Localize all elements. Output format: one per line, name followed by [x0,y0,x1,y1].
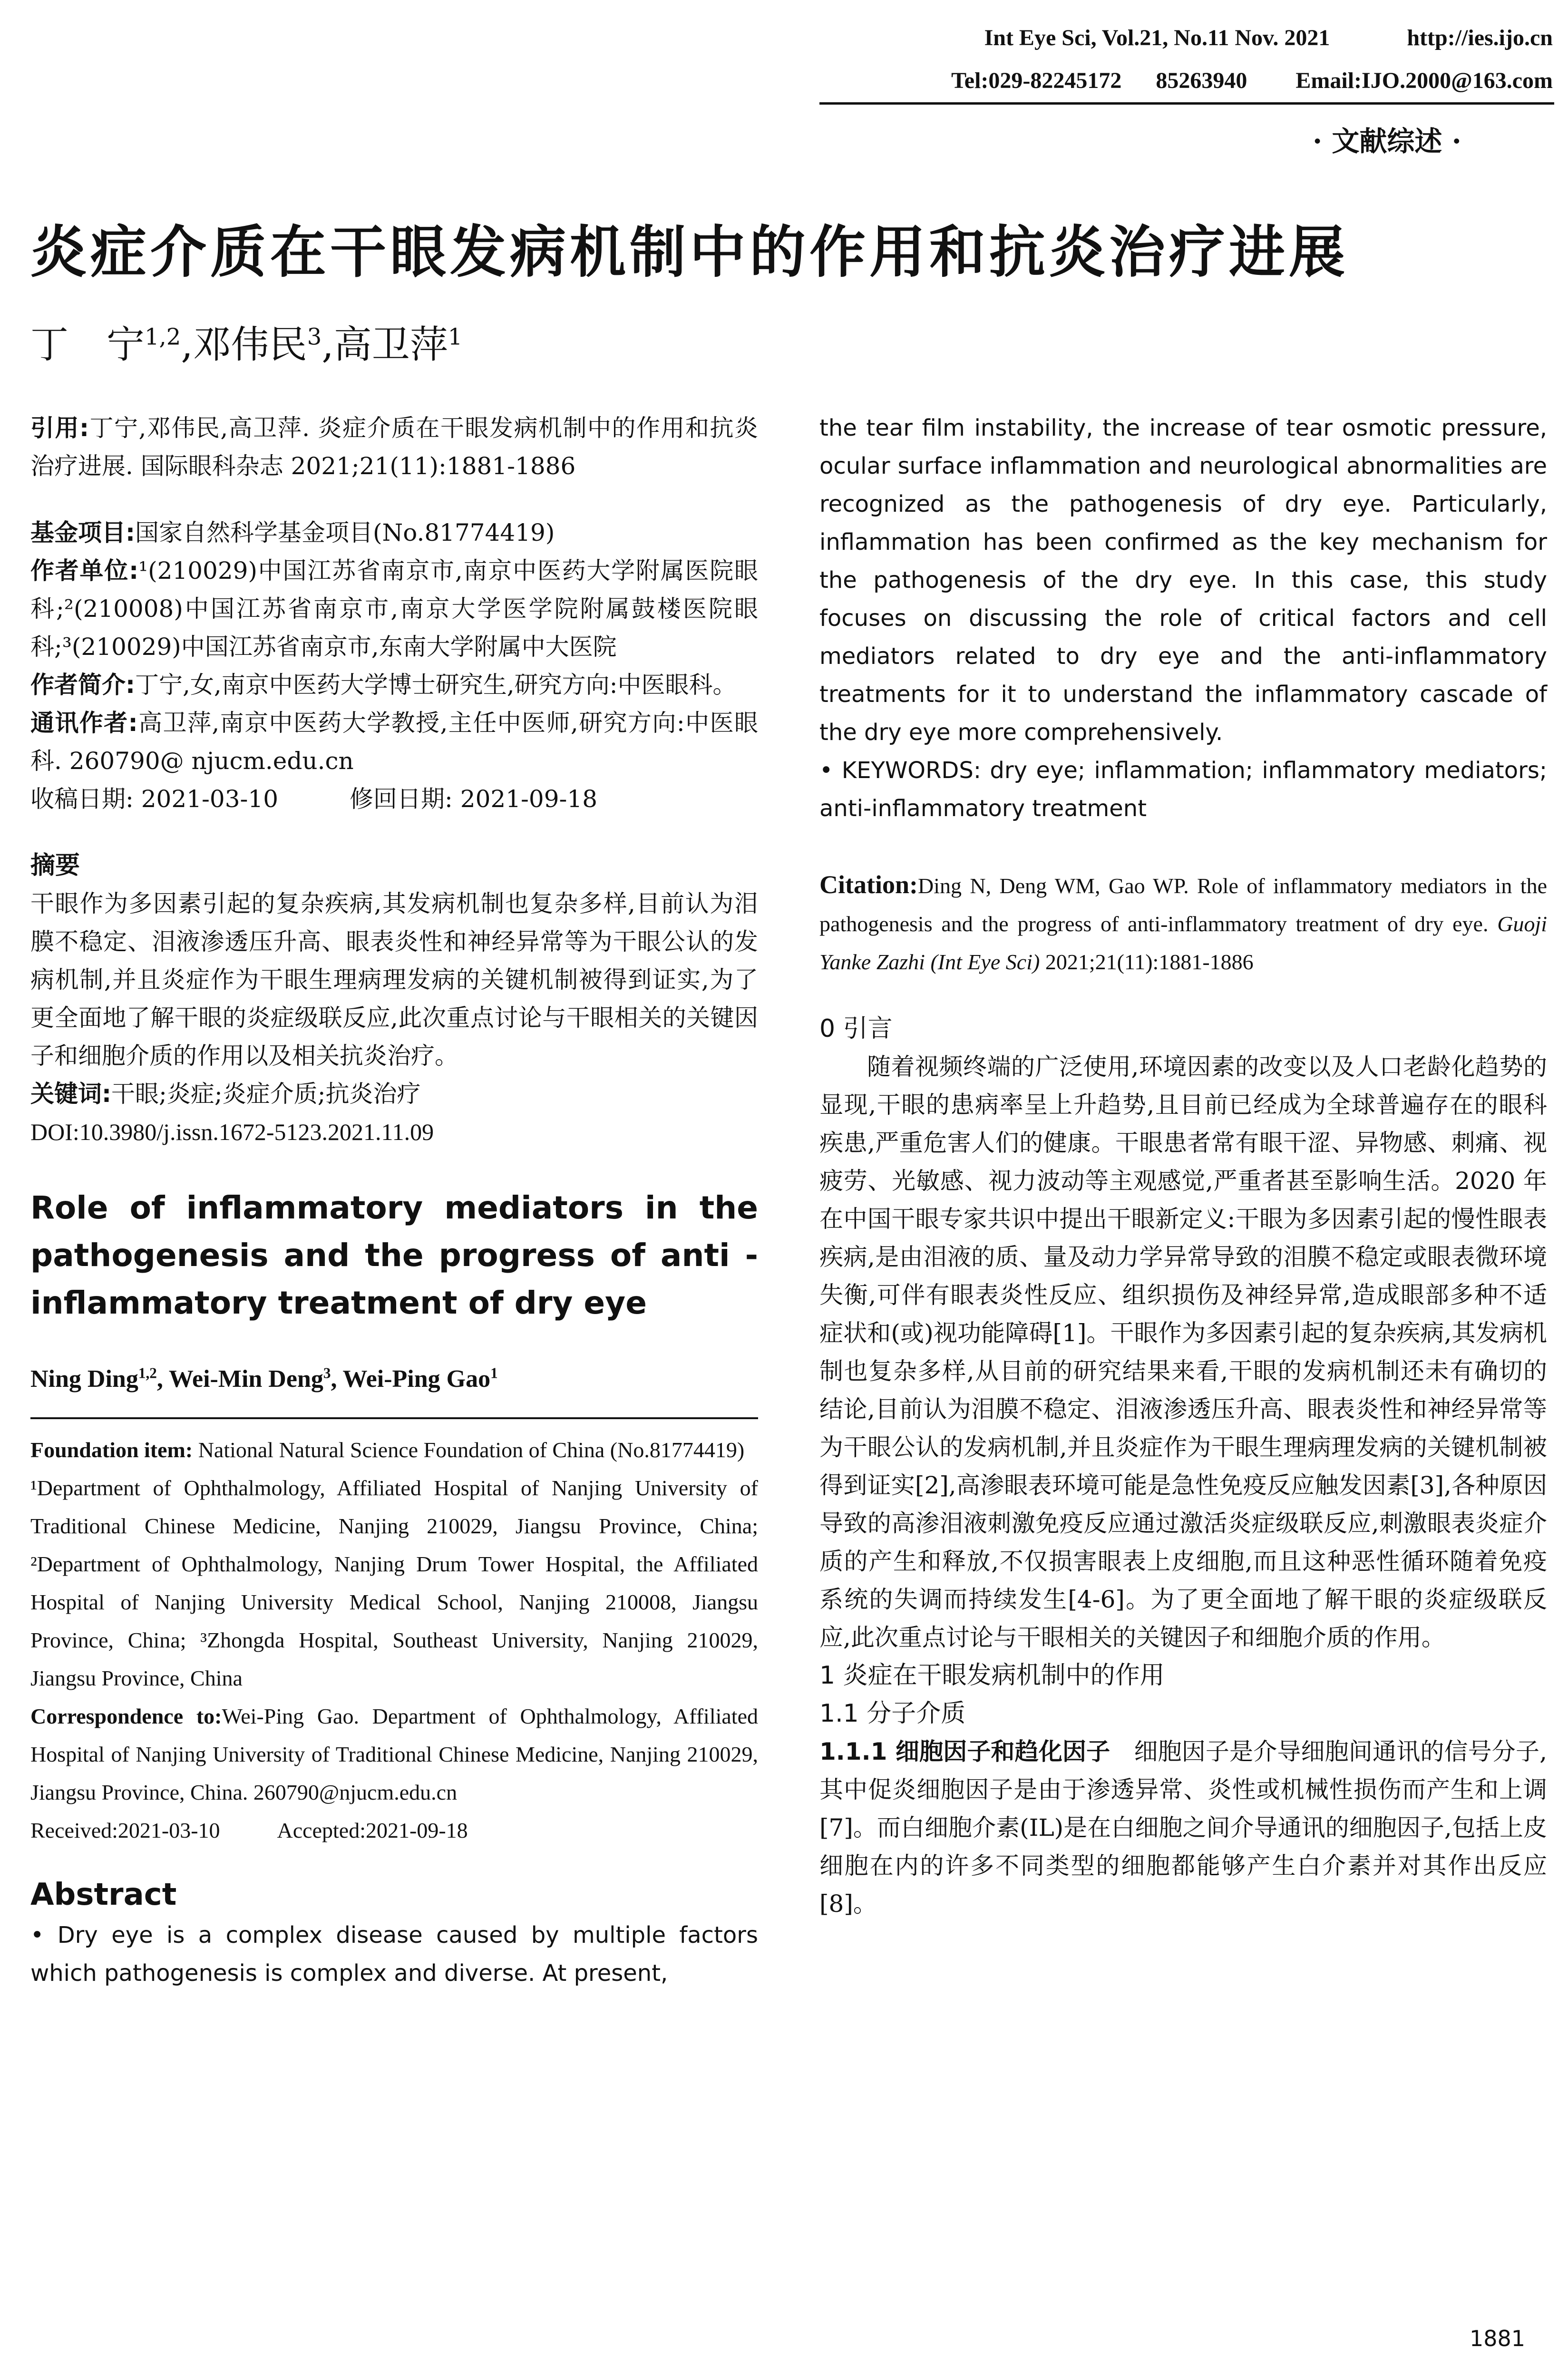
right-column [819,409,1547,1923]
correspondence: Correspondence to:Wei-Ping Gao. Department of Ophthalmology, Affiliated Hospital of Nanjing University of Traditional Chinese Medicine, Nanjing 210029, Jiangsu Province, China. 260790@njucm.edu.cn [30,1704,758,1804]
author-units: 作者单位:¹(210029)中国江苏省南京市,南京中医药大学附属医院眼科;²(210008)中国江苏省南京市,南京大学医学院附属鼓楼医院眼科;³(210029)中国江苏省南京市,东南大学附属中大医院 [30,557,758,661]
journal-tel: Tel:029-82245172 [951,68,1122,93]
doi[interactable]: DOI:10.3980/j.issn.1672-5123.2021.11.09 [30,1119,434,1145]
author-bio: 作者简介:丁宁,女,南京中医药大学博士研究生,研究方向:中医眼科。 [30,671,737,699]
section-1-1-heading: 1.1 分子介质 [819,1699,966,1728]
section-intro-heading: 0 引言 [819,1014,893,1043]
journal-header-line2 [923,68,1553,94]
page-number: 1881 [1470,2326,1526,2351]
corresponding-author: 通讯作者:高卫萍,南京中医药大学教授,主任中医师,研究方向:中医眼科. 260790@ njucm.edu.cn [30,709,758,775]
keywords-en: • KEYWORDS: dry eye; inflammation; inflammatory mediators; anti-inflammatory treatment [819,757,1547,822]
section-1-heading: 1 炎症在干眼发病机制中的作用 [819,1661,1165,1690]
citation-en: Citation:Ding N, Deng WM, Gao WP. Role of inflammatory mediators in the pathogenesis and the progress of anti-inflammatory treatment of dry eye. Guoji Yanke Zazhi (Int Eye Sci) 2021;21(11):1881-1886 [819,870,1547,974]
author-1: 丁 宁 [30,322,145,367]
abstract-en-cont: the tear film instability, the increase of tear osmotic pressure, ocular surface inflammation and neurological abnormalities are recognized as the pathogenesis of dry eye. Particularly, inflammation has been confirmed as the key mechanism for the pathogenesis of the dry eye. In this case, this study focuses on discussing the role of critical factors and cell mediators related to dry eye and the anti-inflammatory treatments for it to understand the inflammatory cascade of the dry eye more comprehensively. [819,415,1547,746]
abstract-en-start: • Dry eye is a complex disease caused by multiple factors which pathogenesis is complex and diverse. At present, [30,1922,758,1987]
authors-rule [30,1417,758,1419]
section-1-1-1-paragraph: 1.1.1 细胞因子和趋化因子 细胞因子是介导细胞间通讯的信号分子,其中促炎细胞因子是由于渗透异常、炎性或机械性损伤而产生和上调[7]。而白细胞介素(IL)是在白细胞之间介导通讯的细胞因子,包括上皮细胞在内的许多不同类型的细胞都能够产生白介素并对其作出反应[8]。 [819,1738,1547,1918]
dates-cn: 收稿日期: 2021-03-10 修回日期: 2021-09-18 [30,785,598,813]
fund-item: 基金项目:国家自然科学基金项目(No.81774419) [30,519,555,546]
author-2: ,邓伟民 [181,322,307,367]
journal-tel2: 85263940 [1156,68,1247,93]
citation-cn: 引用:丁宁,邓伟民,高卫萍. 炎症介质在干眼发病机制中的作用和抗炎治疗进展. 国际眼科杂志 2021;21(11):1881-1886 [30,414,758,480]
journal-header-line1 [984,25,1553,51]
abstract-heading-en: Abstract [30,1877,177,1912]
departments: ¹Department of Ophthalmology, Affiliated Hospital of Nanjing University of Traditional Chinese Medicine, Nanjing 210029, Jiangsu Province, China; ²Department of Ophthalmology, Nanjing Drum Tower Hospital, the Affiliated Hospital of Nanjing University Medical School, Nanjing 210008, Jiangsu Province, China; ³Zhongda Hospital, Southeast University, Nanjing 210029, Jiangsu Province, China [30,1476,758,1690]
section-label: · 文献综述 · [1313,125,1461,157]
foundation-item: Foundation item: National Natural Science Foundation of China (No.81774419) [30,1438,745,1462]
journal-email[interactable]: Email:IJO.2000@163.com [1295,68,1553,93]
intro-paragraph: 随着视频终端的广泛使用,环境因素的改变以及人口老龄化趋势的显现,干眼的患病率呈上升趋势,且目前已经成为全球普遍存在的眼科疾患,严重危害人们的健康。干眼患者常有眼干涩、异物感、刺痛、视疲劳、光敏感、视力波动等主观感觉,严重者甚至影响生活。2020 年在中国干眼专家共识中提出干眼新定义:干眼为多因素引起的慢性眼表疾病,是由泪液的质、量及动力学异常导致的泪膜不稳定或眼表微环境失衡,可伴有眼表炎性反应、组织损伤及神经异常,造成眼部多种不适症状和(或)视功能障碍[1]。干眼作为多因素引起的复杂疾病,其发病机制也复杂多样,从目前的研究结果来看,干眼的发病机制还未有确切的结论,目前认为泪膜不稳定、泪液渗透压升高、眼表炎性和神经异常等为干眼公认的发病机制,并且炎症作为干眼生理病理发病的关键机制被得到证实[2],高渗眼表环境可能是急性免疫反应触发因素[3],各种原因导致的高渗泪液刺激免疫反应通过激活炎症级联反应,刺激眼表炎症介质的产生和释放,不仅损害眼表上皮细胞,而且这种恶性循环随着免疫系统的失调而持续发生[4-6]。为了更全面地了解干眼的炎症级联反应,此次重点讨论与干眼相关的关键因子和细胞介质的作用。 [819,1053,1547,1651]
author-3: ,高卫萍 [321,322,448,367]
journal-url[interactable]: http://ies.ijo.cn [1407,25,1553,50]
keywords-cn: 关键词:干眼;炎症;炎症介质;抗炎治疗 [30,1080,421,1108]
english-title: Role of inflammatory mediators in the pathogenesis and the progress of anti - inflammatory treatment of dry eye [30,1189,758,1321]
authors-cn: 丁 宁$^{1,2}$,邓伟民$^3$,高卫萍$^1$ [30,322,463,367]
page-title: 炎症介质在干眼发病机制中的作用和抗炎治疗进展 [30,219,1349,285]
dates-en: Received:2021-03-10 Accepted:2021-09-18 [30,1818,468,1842]
header-rule [819,102,1554,105]
authors-en: Ning Ding$^{1,2}$, Wei-Min Deng$^3$, Wei-Ping Gao$^1$ [30,1364,498,1393]
abstract-heading-cn: 摘要 [30,851,80,880]
journal-citation: Int Eye Sci, Vol.21, No.11 Nov. 2021 [984,25,1330,50]
abstract-cn: 干眼作为多因素引起的复杂疾病,其发病机制也复杂多样,目前认为泪膜不稳定、泪液渗透压升高、眼表炎性和神经异常等为干眼公认的发病机制,并且炎症作为干眼生理病理发病的关键机制被得到证实,为了更全面地了解干眼的炎症级联反应,此次重点讨论与干眼相关的关键因子和细胞介质的作用以及相关抗炎治疗。 [30,890,758,1070]
left-column [30,409,758,1992]
